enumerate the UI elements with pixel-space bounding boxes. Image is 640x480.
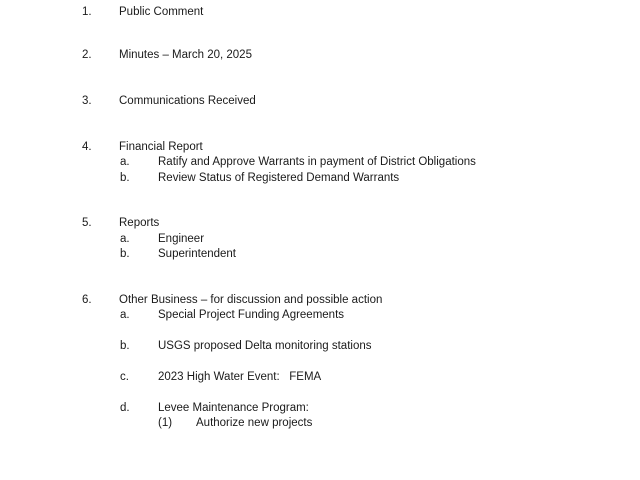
item-6a-text: Special Project Funding Agreements xyxy=(158,309,345,321)
item-6c-text: 2023 High Water Event: FEMA xyxy=(158,371,322,383)
item-6d1-text: Authorize new projects xyxy=(196,417,313,429)
item-6c-letter: c. xyxy=(120,371,129,383)
item-5-number: 5. xyxy=(82,217,92,229)
item-5a-text: Engineer xyxy=(158,233,205,245)
item-6a-letter: a. xyxy=(120,309,130,321)
item-6d1-number: (1) xyxy=(158,417,173,429)
item-4-number: 4. xyxy=(82,141,92,153)
item-3-title: Communications Received xyxy=(119,95,256,107)
item-4a-letter: a. xyxy=(120,156,130,168)
item-4a-text: Ratify and Approve Warrants in payment of District Obligations xyxy=(158,156,476,168)
item-6d-text: Levee Maintenance Program: xyxy=(158,402,309,414)
item-5a-letter: a. xyxy=(120,233,130,245)
item-5-title: Reports xyxy=(119,217,160,229)
item-6b-text: USGS proposed Delta monitoring stations xyxy=(158,340,372,352)
item-6b-letter: b. xyxy=(120,340,130,352)
item-5b-letter: b. xyxy=(120,248,130,260)
item-6d-letter: d. xyxy=(120,402,130,414)
item-1-title: Public Comment xyxy=(119,6,204,18)
item-2-number: 2. xyxy=(82,49,92,61)
item-3-number: 3. xyxy=(82,95,92,107)
item-4b-letter: b. xyxy=(120,172,130,184)
item-6-number: 6. xyxy=(82,294,92,306)
item-4b-text: Review Status of Registered Demand Warrants xyxy=(158,172,400,184)
item-1-number: 1. xyxy=(82,6,92,18)
item-2-title: Minutes – March 20, 2025 xyxy=(119,49,252,61)
item-5b-text: Superintendent xyxy=(158,248,237,260)
item-6-title: Other Business – for discussion and possible action xyxy=(119,294,383,306)
item-4-title: Financial Report xyxy=(119,141,203,153)
